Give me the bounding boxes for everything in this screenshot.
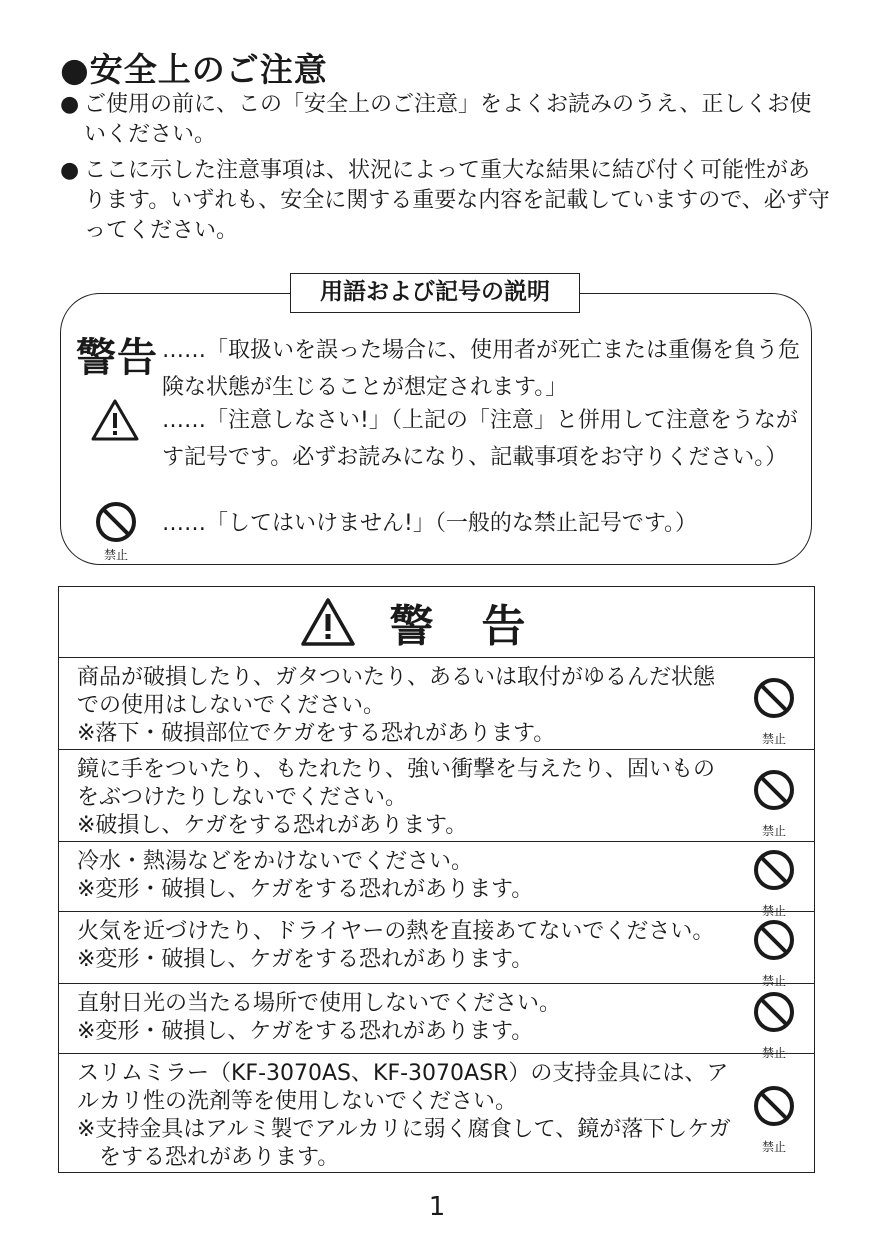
terms-heading: 用語および記号の説明	[290, 273, 580, 313]
warning-row	[59, 658, 814, 750]
warning-table	[58, 586, 815, 1173]
warning-row	[59, 912, 814, 988]
warning-text: 直射日光の当たる場所で使用しないでください。	[77, 991, 562, 1016]
warning-row	[59, 750, 814, 842]
keigo-label: 警告	[76, 335, 158, 381]
warning-note: ※破損し、ケガをする恐れがあります。	[77, 813, 468, 838]
intro-item	[60, 156, 830, 246]
caution-triangle-icon	[90, 398, 140, 446]
intro-text: ここに示した注意事項は、状況によって重大な結果に結び付く可能性があります。いずれも、安全に関する重要な内容を記載していますので、必ず守ってください。	[84, 158, 830, 243]
warning-text: スリムミラー（KF-3070AS、KF-3070ASR）の支持金具には、アルカリ性の洗剤等を使用しないでください。	[77, 1061, 729, 1114]
prohibit-caption: 禁止	[761, 732, 786, 746]
warning-row	[59, 1054, 814, 1172]
warning-row	[59, 984, 814, 1060]
warning-note: ※変形・破損し、ケガをする恐れがあります。	[77, 877, 534, 902]
caution-description: ……「注意しなさい!」（上記の「注意」と併用して注意をうながす記号です。必ずお読みになり、記載事項をお守りください。）	[162, 408, 798, 470]
warning-note: ※変形・破損し、ケガをする恐れがあります。	[77, 947, 534, 972]
prohibit-caption: 禁止	[761, 974, 786, 988]
prohibit-icon	[94, 500, 138, 563]
prohibit-caption: 禁止	[761, 904, 786, 918]
page-title: ●安全上のご注意	[60, 50, 328, 89]
warning-text: 冷水・熱湯などをかけないでください。	[77, 849, 474, 874]
prohibit-icon	[750, 768, 798, 845]
warning-header	[59, 587, 814, 658]
prohibit-caption: 禁止	[103, 548, 128, 562]
keigo-description: ……「取扱いを誤った場合に、使用者が死亡または重傷を負う危険な状態が生じることが想定されます。」	[162, 338, 801, 400]
prohibit-caption: 禁止	[761, 824, 786, 838]
warning-text: 商品が破損したり、ガタついたり、あるいは取付がゆるんだ状態での使用はしないでください。	[77, 665, 716, 718]
warning-note: ※支持金具はアルミ製でアルカリに弱く腐食して、鏡が落下しケガをする恐れがあります。	[77, 1117, 731, 1170]
warning-text: 火気を近づけたり、ドライヤーの熱を直接あてないでください。	[77, 919, 715, 944]
page-number: 1	[428, 1192, 446, 1222]
intro-section	[60, 90, 830, 252]
prohibit-icon	[750, 1084, 798, 1161]
warning-title: 警告	[389, 601, 574, 652]
prohibit-icon	[750, 676, 798, 753]
bullet-icon: ●	[60, 92, 80, 117]
prohibit-caption: 禁止	[761, 1140, 786, 1154]
prohibit-description: ……「してはいけません!」（一般的な禁止記号です。）	[162, 511, 698, 536]
intro-text: ご使用の前に、この「安全上のご注意」をよくお読みのうえ、正しくお使いください。	[84, 92, 812, 147]
warning-row	[59, 842, 814, 918]
bullet-icon: ●	[60, 158, 80, 183]
intro-item	[60, 90, 830, 150]
warning-note: ※落下・破損部位でケガをする恐れがあります。	[77, 721, 556, 746]
warning-triangle-icon	[300, 597, 356, 647]
warning-note: ※変形・破損し、ケガをする恐れがあります。	[77, 1019, 534, 1044]
prohibit-caption: 禁止	[761, 1046, 786, 1060]
warning-text: 鏡に手をついたり、もたれたり、強い衝撃を与えたり、固いものをぶつけたりしないでください。	[77, 757, 716, 810]
